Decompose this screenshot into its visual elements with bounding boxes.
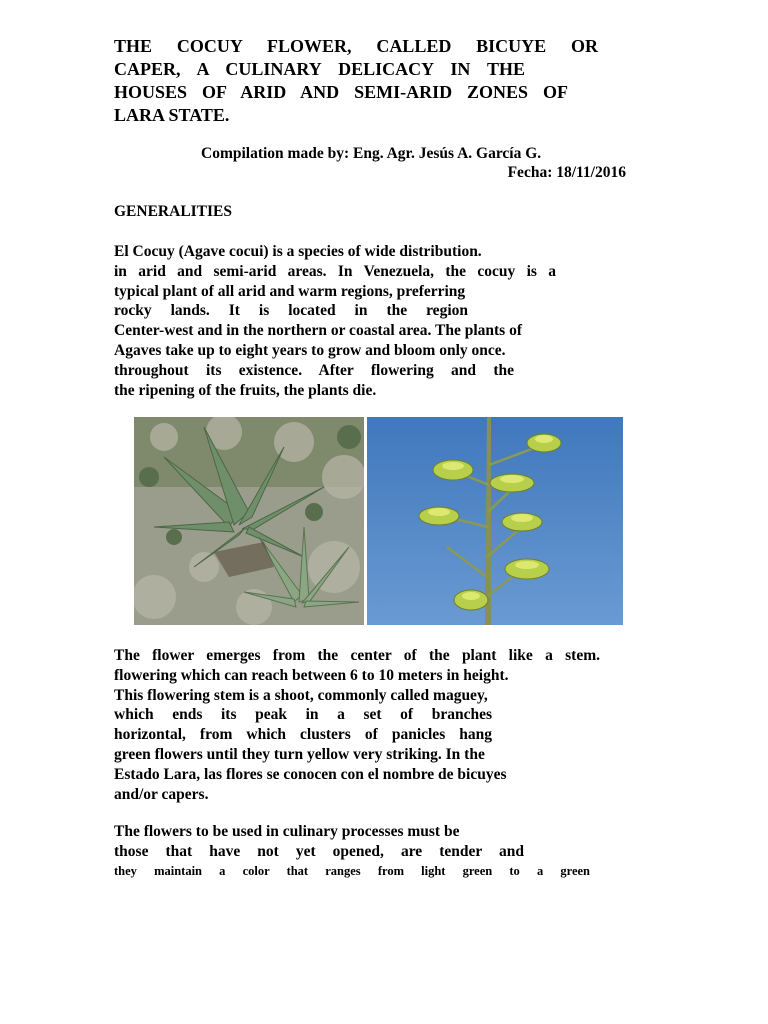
document-title	[114, 35, 598, 127]
paragraph-flower-stem	[114, 646, 600, 804]
text-line: and/or capers.	[114, 785, 209, 803]
title-line: HOUSES OF ARID AND SEMI-ARID ZONES OF	[114, 82, 568, 102]
section-heading: GENERALITIES	[114, 203, 233, 220]
text-line: in arid and semi-arid areas. In Venezuela, the cocuy is a	[114, 262, 556, 280]
text-line: Center-west and in the northern or coastal area. The plants of	[114, 322, 523, 340]
text-line: throughout its existence. After flowering and the	[114, 361, 514, 379]
compiled-by: Compilation made by: Eng. Agr. Jesús A. García G.	[201, 145, 542, 162]
text-line: green flowers until they turn yellow very striking. In the	[114, 745, 485, 763]
paragraph-culinary-use	[114, 822, 590, 881]
paragraph-generalities	[114, 242, 601, 400]
text-line: This flowering stem is a shoot, commonly called maguey,	[114, 686, 488, 704]
text-line: those that have not yet opened, are tender and	[114, 842, 524, 860]
text-line: typical plant of all arid and warm regions, preferring	[114, 282, 466, 300]
title-line: LARA STATE.	[114, 105, 230, 125]
text-line: Estado Lara, las flores se conocen con el nombre de bicuyes	[114, 765, 507, 783]
text-line: flowering which can reach between 6 to 10 meters in height.	[114, 666, 509, 684]
text-line: The flowers to be used in culinary processes must be	[114, 823, 460, 840]
title-line: CAPER, A CULINARY DELICACY IN THE	[114, 59, 525, 79]
cocuy-flower-image	[367, 417, 623, 625]
text-line: The flower emerges from the center of the plant like a stem.	[114, 647, 600, 664]
title-line: THE COCUY FLOWER, CALLED BICUYE OR	[114, 36, 598, 56]
agave-plant-photo	[134, 417, 364, 625]
text-line: rocky lands. It is located in the region	[114, 302, 468, 320]
text-line: horizontal, from which clusters of panicles hang	[114, 726, 492, 744]
text-line: which ends its peak in a set of branches	[114, 706, 492, 724]
text-line: they maintain a color that ranges from light green to a green	[114, 863, 590, 878]
cocuy-flower-photo	[367, 417, 623, 625]
document-date: Fecha: 18/11/2016	[507, 164, 626, 181]
agave-plant-image	[134, 417, 364, 625]
text-line: the ripening of the fruits, the plants die.	[114, 381, 377, 399]
text-line: Agaves take up to eight years to grow and bloom only once.	[114, 341, 506, 359]
text-line: El Cocuy (Agave cocui) is a species of wide distribution.	[114, 243, 482, 260]
